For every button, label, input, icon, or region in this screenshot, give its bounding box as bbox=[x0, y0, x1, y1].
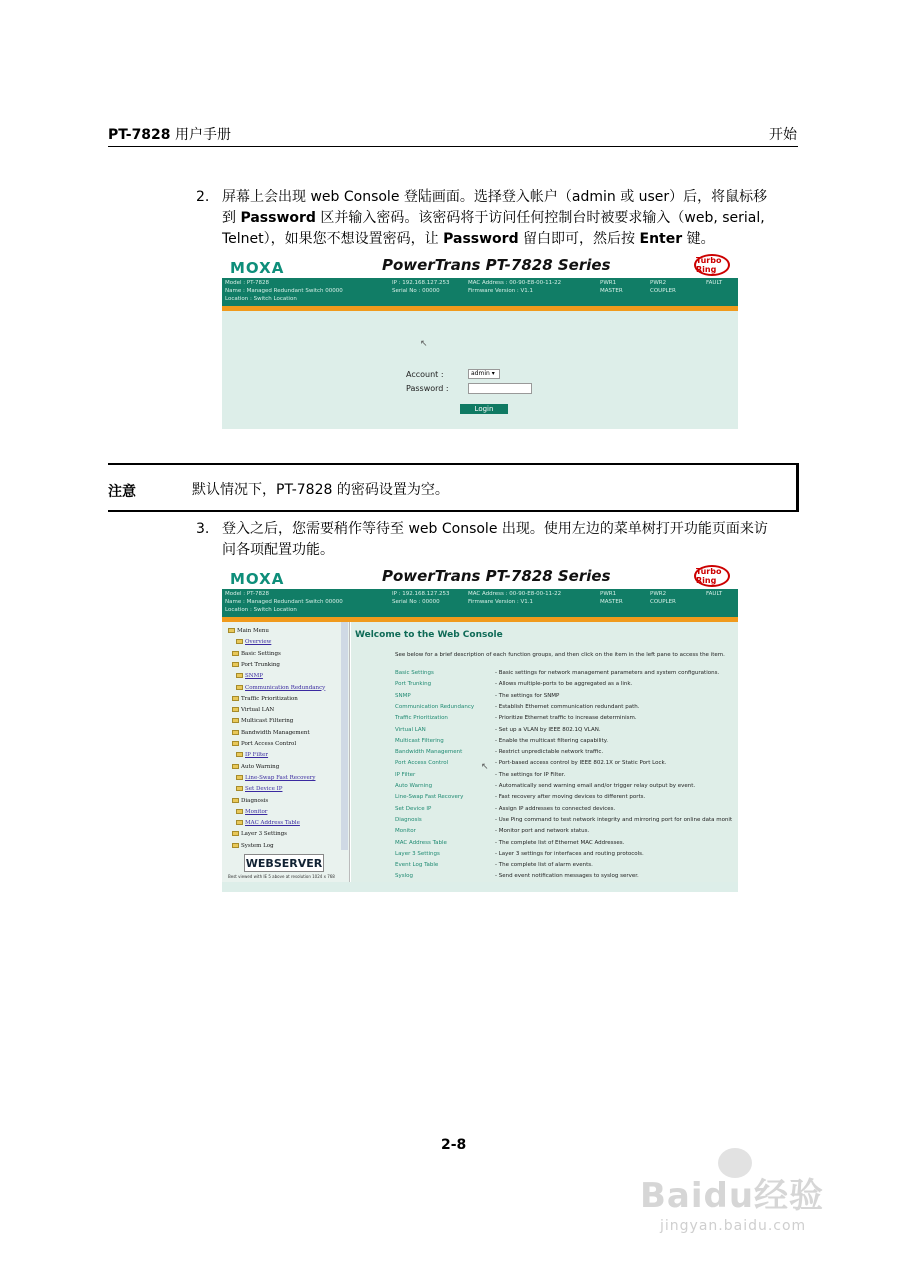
function-description: - Monitor port and network status. bbox=[495, 828, 590, 835]
welcome-intro: See below for a brief description of each function groups, and then click on the item in the left pane to access the item. bbox=[395, 652, 725, 658]
folder-icon bbox=[232, 730, 239, 735]
ip-text: IP : 192.168.127.253 bbox=[392, 591, 450, 597]
master-text: MASTER bbox=[600, 288, 623, 294]
folder-icon bbox=[236, 639, 243, 644]
function-description: - Prioritize Ethernet traffic to increase determinism. bbox=[495, 715, 637, 722]
tree-item[interactable] bbox=[232, 707, 274, 713]
device-info-bar bbox=[222, 278, 738, 306]
tree-item[interactable] bbox=[236, 639, 271, 645]
folder-icon bbox=[232, 696, 239, 701]
running-header-section: 开始 bbox=[769, 127, 797, 143]
model-text: Model : PT-7828 bbox=[225, 280, 270, 286]
function-link[interactable]: MAC Address Table bbox=[395, 839, 447, 846]
folder-icon bbox=[232, 741, 239, 746]
function-description: - Use Ping command to test network integrity and mirroring port for online data monit bbox=[495, 816, 733, 823]
note-right-border bbox=[796, 463, 799, 512]
function-description: - Set up a VLAN by IEEE 802.1Q VLAN. bbox=[495, 726, 601, 733]
step-2-paragraph bbox=[196, 187, 800, 250]
step-number: 2. bbox=[196, 189, 210, 205]
folder-icon bbox=[236, 752, 243, 757]
step-2-line-3: Telnet），如果您不想设置密码，让 Password 留白即可，然后按 Enter 键。 bbox=[222, 231, 715, 247]
step-3-line-2: 问各项配置功能。 bbox=[222, 542, 334, 558]
product-title: PowerTrans PT-7828 Series bbox=[382, 567, 611, 585]
function-link[interactable]: Set Device IP bbox=[395, 805, 432, 812]
page-number: 2-8 bbox=[441, 1137, 467, 1153]
tree-item-label: Port Trunking bbox=[241, 661, 280, 668]
mac-text: MAC Address : 00-90-E8-00-11-22 bbox=[468, 280, 562, 286]
folder-icon bbox=[232, 843, 239, 848]
tree-item-label: Set Device IP bbox=[245, 786, 283, 793]
tree-item-label: Port Access Control bbox=[241, 741, 297, 747]
webserver-logo: WEBSERVER bbox=[244, 854, 324, 872]
location-text: Location : Switch Location bbox=[225, 296, 297, 302]
login-form bbox=[222, 311, 738, 429]
tree-item[interactable] bbox=[232, 798, 268, 804]
tree-item[interactable] bbox=[228, 628, 269, 634]
function-description: - The complete list of alarm events. bbox=[495, 862, 593, 869]
firmware-text: Firmware Version : V1.1 bbox=[468, 599, 534, 605]
console-screenshot bbox=[222, 564, 738, 892]
function-description: - Establish Ethernet communication redundant path. bbox=[495, 703, 640, 710]
function-link[interactable]: SNMP bbox=[395, 692, 411, 699]
turbo-ring-logo: Turbo Ring bbox=[694, 254, 730, 276]
coupler-text: COUPLER bbox=[650, 288, 676, 294]
tree-item-label: Basic Settings bbox=[241, 650, 281, 657]
tree-item-label: Diagnosis bbox=[241, 797, 269, 804]
tree-item-label: Main Menu bbox=[237, 628, 269, 634]
running-header-title: PT-7828 用户手册 bbox=[108, 127, 231, 143]
step-3-line-1: 登入之后，您需要稍作等待至 web Console 出现。使用左边的菜单树打开功能页面来访 bbox=[222, 521, 768, 537]
password-input[interactable] bbox=[468, 383, 532, 394]
pwr2-text: PWR2 bbox=[650, 591, 667, 597]
tree-item-label: Virtual LAN bbox=[241, 707, 275, 714]
password-label: Password : bbox=[406, 384, 449, 393]
moxa-logo: MOXA bbox=[230, 570, 285, 588]
function-link[interactable]: Basic Settings bbox=[395, 670, 434, 676]
function-description: - Automatically send warning email and/or trigger relay output by event. bbox=[495, 783, 696, 789]
master-text: MASTER bbox=[600, 599, 623, 605]
function-description: - Restrict unpredictable network traffic. bbox=[495, 749, 604, 756]
tree-item-label: Line-Swap Fast Recovery bbox=[245, 774, 316, 781]
ip-text: IP : 192.168.127.253 bbox=[392, 280, 450, 286]
function-description: - The settings for IP Filter. bbox=[495, 771, 566, 778]
note-text: 默认情况下，PT-7828 的密码设置为空。 bbox=[192, 482, 449, 498]
model-text: Model : PT-7828 bbox=[225, 591, 270, 597]
tree-item[interactable] bbox=[232, 662, 280, 668]
folder-icon bbox=[236, 809, 243, 814]
folder-icon bbox=[236, 685, 243, 690]
coupler-text: COUPLER bbox=[650, 599, 676, 605]
tree-item[interactable] bbox=[236, 685, 325, 691]
name-text: Name : Managed Redundant Switch 00000 bbox=[225, 288, 343, 294]
tree-item-label: Multicast Filtering bbox=[241, 718, 294, 725]
function-link[interactable]: Virtual LAN bbox=[395, 726, 426, 733]
tree-item[interactable] bbox=[232, 831, 287, 837]
account-label: Account : bbox=[406, 370, 444, 379]
function-link[interactable]: Traffic Prioritization bbox=[395, 715, 448, 722]
folder-icon bbox=[232, 718, 239, 723]
step-3-paragraph bbox=[196, 519, 800, 561]
folder-icon bbox=[232, 651, 239, 656]
header-rule bbox=[108, 146, 798, 147]
tree-item-label: System Log bbox=[241, 842, 274, 849]
function-link[interactable]: Monitor bbox=[395, 828, 416, 835]
watermark-url: jingyan.baidu.com bbox=[660, 1218, 807, 1234]
tree-item-label: Monitor bbox=[245, 808, 268, 815]
moxa-logo: MOXA bbox=[230, 259, 285, 277]
turbo-ring-logo: Turbo Ring bbox=[694, 565, 730, 587]
tree-item[interactable] bbox=[236, 809, 267, 815]
tree-item[interactable] bbox=[232, 730, 310, 736]
menu-tree bbox=[222, 622, 350, 882]
function-link[interactable]: IP Filter bbox=[395, 771, 416, 778]
function-link[interactable]: Syslog bbox=[395, 873, 413, 880]
webserver-footnote: Best viewed with IE 5 above at resolution 1024 x 768 bbox=[228, 874, 335, 879]
function-link[interactable]: Port Access Control bbox=[395, 760, 449, 767]
product-title: PowerTrans PT-7828 Series bbox=[382, 256, 611, 274]
note-top-rule bbox=[108, 463, 798, 465]
function-link[interactable]: Diagnosis bbox=[395, 816, 422, 823]
location-text: Location : Switch Location bbox=[225, 607, 297, 613]
serial-text: Serial No : 00000 bbox=[392, 288, 440, 294]
mouse-cursor-icon: ↖ bbox=[420, 339, 428, 349]
tree-item-label: IP Filter bbox=[245, 752, 269, 759]
screenshot-header bbox=[222, 253, 738, 278]
screenshot-header bbox=[222, 564, 738, 589]
tree-item-label: Traffic Prioritization bbox=[241, 695, 298, 702]
function-link[interactable]: Event Log Table bbox=[395, 862, 439, 869]
tree-item[interactable] bbox=[236, 786, 282, 792]
function-link[interactable]: Multicast Filtering bbox=[395, 737, 444, 744]
function-description: - Allows multiple-ports to be aggregated as a link. bbox=[495, 681, 633, 688]
pwr1-text: PWR1 bbox=[600, 591, 617, 597]
welcome-pane bbox=[351, 622, 738, 882]
function-link[interactable]: Line-Swap Fast Recovery bbox=[395, 794, 464, 801]
console-body bbox=[222, 622, 738, 882]
fault-text: FAULT bbox=[706, 591, 723, 597]
welcome-title: Welcome to the Web Console bbox=[355, 630, 503, 640]
tree-item[interactable] bbox=[236, 775, 315, 781]
login-screenshot bbox=[222, 253, 738, 429]
step-number: 3. bbox=[196, 521, 210, 537]
folder-icon bbox=[228, 628, 235, 633]
function-link[interactable]: Layer 3 Settings bbox=[395, 850, 440, 857]
tree-item[interactable] bbox=[232, 651, 281, 657]
function-description: - Assign IP addresses to connected devices. bbox=[495, 805, 616, 812]
function-description: - Enable the multicast filtering capability. bbox=[495, 737, 608, 744]
tree-scrollbar[interactable] bbox=[341, 622, 348, 850]
tree-item-label: SNMP bbox=[245, 673, 263, 680]
note-label: 注意 bbox=[108, 484, 136, 500]
tree-item[interactable] bbox=[236, 752, 268, 758]
function-link[interactable]: Communication Redundancy bbox=[395, 703, 475, 710]
tree-item-label: Bandwidth Management bbox=[241, 729, 310, 736]
function-description: - Basic settings for network management parameters and system configurations. bbox=[495, 670, 720, 676]
mac-text: MAC Address : 00-90-E8-00-11-22 bbox=[468, 591, 562, 597]
login-button[interactable]: Login bbox=[460, 404, 508, 414]
folder-icon bbox=[236, 673, 243, 678]
tree-item-label: Layer 3 Settings bbox=[241, 831, 288, 838]
pwr2-text: PWR2 bbox=[650, 280, 667, 286]
watermark-logo: Baidu经验 bbox=[640, 1176, 825, 1216]
device-info-bar bbox=[222, 589, 738, 617]
function-link[interactable]: Auto Warning bbox=[395, 783, 433, 789]
pwr1-text: PWR1 bbox=[600, 280, 617, 286]
function-description: - Fast recovery after moving devices to different ports. bbox=[495, 794, 646, 801]
note-bottom-rule bbox=[108, 510, 798, 512]
function-description: - The settings for SNMP bbox=[495, 692, 560, 699]
function-description: - Port-based access control by IEEE 802.1X or Static Port Lock. bbox=[495, 760, 667, 767]
fault-text: FAULT bbox=[706, 280, 723, 286]
tree-item[interactable] bbox=[232, 843, 274, 849]
function-description: - Send event notification messages to syslog server. bbox=[495, 873, 639, 880]
account-select[interactable]: admin ▾ bbox=[468, 369, 500, 379]
folder-icon bbox=[232, 831, 239, 836]
tree-item-label: MAC Address Table bbox=[245, 820, 300, 827]
step-2-line-2: 到 Password 区并输入密码。该密码将于访问任何控制台时被要求输入（web, serial, bbox=[222, 210, 765, 226]
function-link[interactable]: Port Trunking bbox=[395, 681, 432, 688]
function-link[interactable]: Bandwidth Management bbox=[395, 749, 463, 756]
folder-icon bbox=[232, 798, 239, 803]
tree-item-label: Communication Redundancy bbox=[245, 684, 326, 691]
tree-item-label: Overview bbox=[245, 639, 272, 646]
step-2-line-1: 屏幕上会出现 web Console 登陆画面。选择登入帐户（admin 或 user）后，将鼠标移 bbox=[222, 189, 768, 205]
function-description: - Layer 3 settings for interfaces and routing protocols. bbox=[495, 850, 644, 857]
folder-icon bbox=[236, 775, 243, 780]
tree-item[interactable] bbox=[232, 696, 298, 702]
tree-item[interactable] bbox=[232, 718, 293, 724]
folder-icon bbox=[232, 764, 239, 769]
tree-item[interactable] bbox=[236, 820, 300, 826]
folder-icon bbox=[236, 786, 243, 791]
firmware-text: Firmware Version : V1.1 bbox=[468, 288, 534, 294]
mouse-cursor-icon: ↖ bbox=[481, 762, 489, 772]
serial-text: Serial No : 00000 bbox=[392, 599, 440, 605]
name-text: Name : Managed Redundant Switch 00000 bbox=[225, 599, 343, 605]
tree-item[interactable] bbox=[236, 673, 263, 679]
account-selected-value: admin bbox=[471, 370, 490, 377]
tree-item[interactable] bbox=[232, 741, 296, 747]
tree-item[interactable] bbox=[232, 764, 279, 770]
function-description: - The complete list of Ethernet MAC Addresses. bbox=[495, 839, 625, 846]
folder-icon bbox=[232, 707, 239, 712]
folder-icon bbox=[232, 662, 239, 667]
tree-item-label: Auto Warning bbox=[241, 763, 280, 770]
folder-icon bbox=[236, 820, 243, 825]
